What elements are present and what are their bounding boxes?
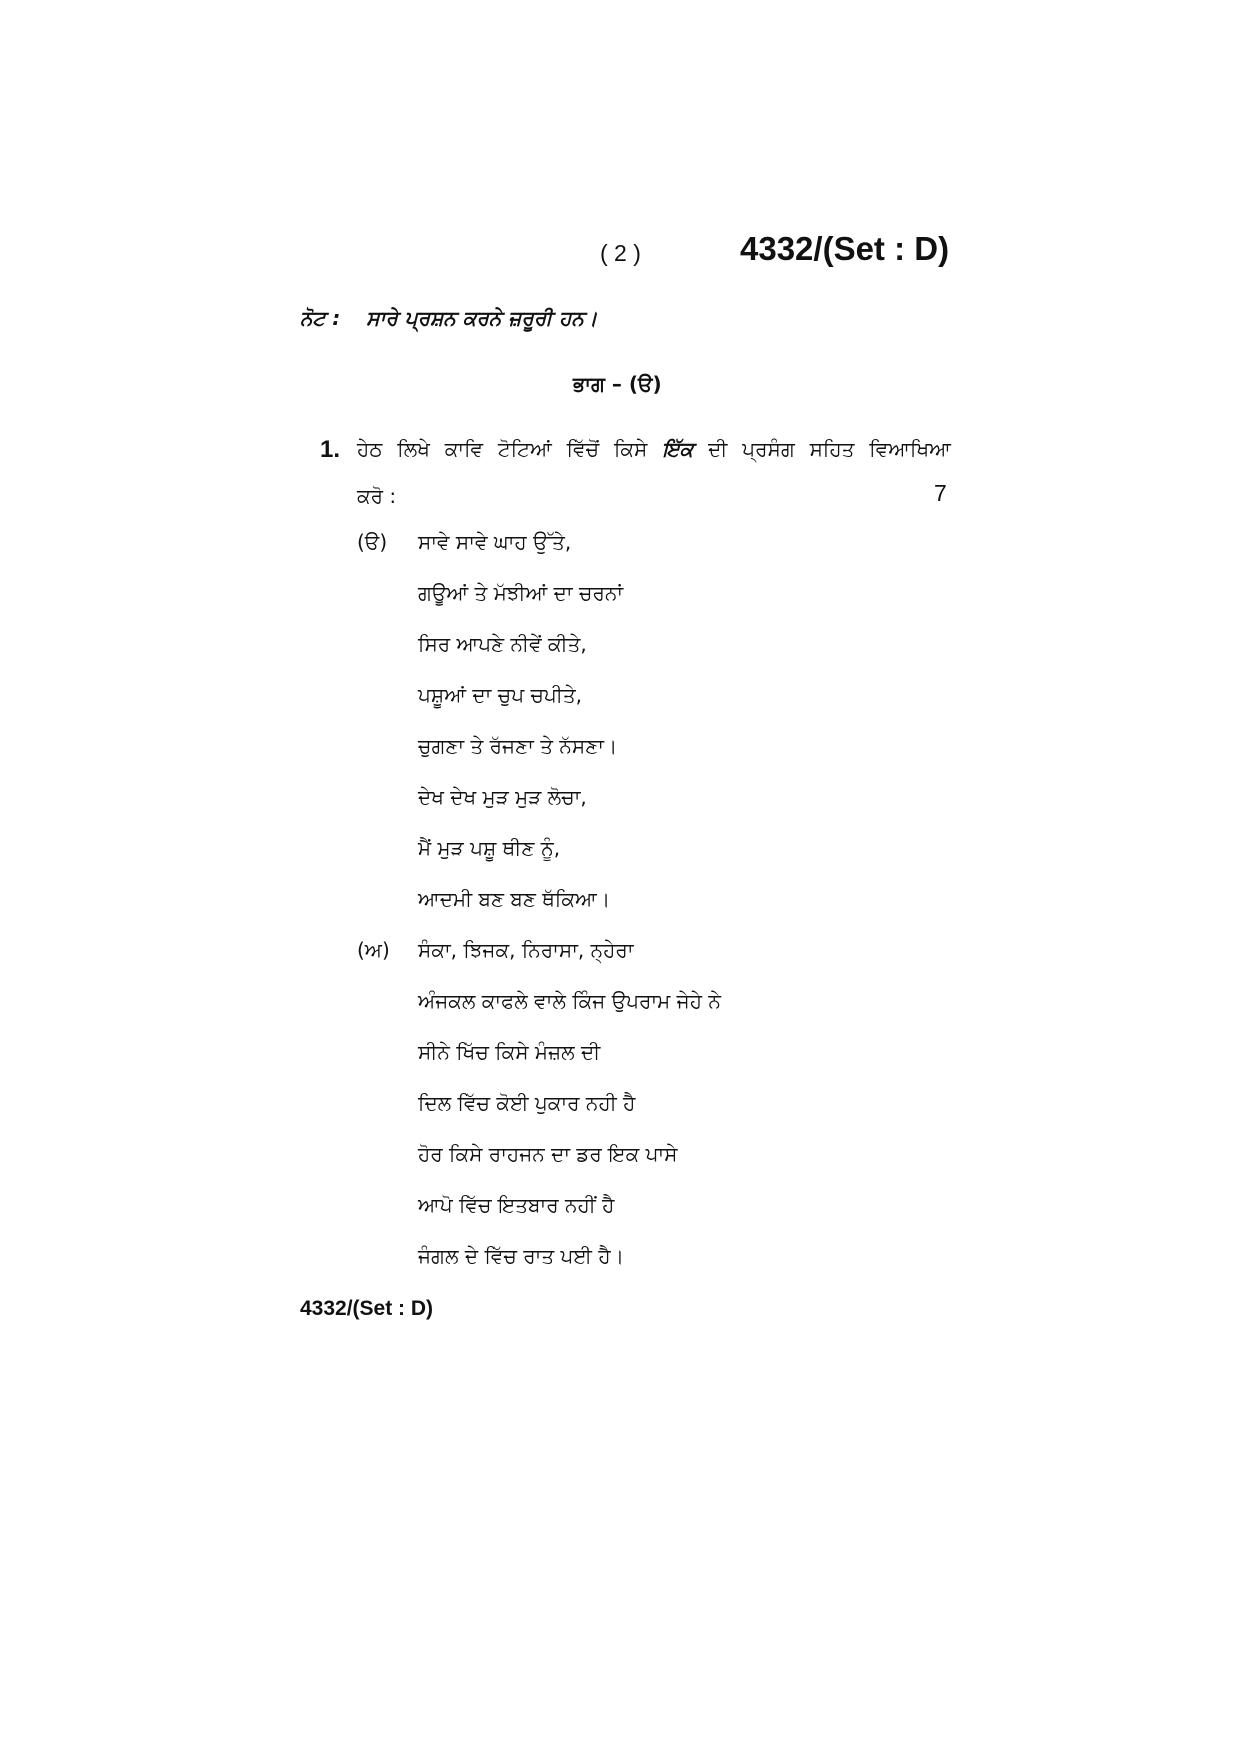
poem-b-line: ਜੰਗਲ ਦੇ ਵਿੱਚ ਰਾਤ ਪਈ ਹੈ। (418, 1244, 625, 1268)
poem-b-line: ਸੰਕਾ, ਝਿਜਕ, ਨਿਰਾਸਾ, ਨ੍ਹੇਰਾ (418, 938, 634, 962)
paper-code-footer: 4332/(Set : D) (300, 1297, 434, 1320)
question-text-line1 (357, 437, 951, 461)
question-word: ਟੋਟਿਆਂ (497, 437, 552, 461)
option-a-label: (ੳ) (357, 530, 388, 554)
option-b-label: (ਅ) (357, 938, 390, 962)
poem-b-line: ਸੀਨੇ ਖਿੱਚ ਕਿਸੇ ਮੰਜ਼ਲ ਦੀ (418, 1040, 601, 1064)
poem-a-line: ਦੇਖ ਦੇਖ ਮੁੜ ਮੁੜ ਲੋਚਾ, (418, 785, 587, 809)
poem-b-line: ਅੰਜਕਲ ਕਾਫਲੇ ਵਾਲੇ ਕਿੰਜ ਉਪਰਾਮ ਜੇਹੇ ਨੇ (418, 989, 721, 1013)
question-number: 1. (320, 436, 341, 463)
section-title: ਭਾਗ – (ੳ) (573, 372, 662, 396)
question-word: ਵਿਆਖਿਆ (869, 437, 951, 461)
poem-a-line: ਆਦਮੀ ਬਣ ਬਣ ਥੱਕਿਆ। (418, 887, 611, 911)
question-word: ਵਿੱਚੋਂ (566, 437, 600, 461)
poem-a-line: ਗਊਆਂ ਤੇ ਮੱਝੀਆਂ ਦਾ ਚਰਨਾਂ (418, 581, 624, 605)
poem-a-line: ਚੁਗਣਾ ਤੇ ਰੱਜਣਾ ਤੇ ਨੱਸਣਾ। (418, 734, 618, 758)
poem-a-line: ਮੈਂ ਮੁੜ ਪਸ਼ੂ ਥੀਣ ਨੂੰ, (418, 836, 561, 860)
question-word: ਹੇਠ (357, 437, 383, 461)
poem-a-line: ਸਾਵੇ ਸਾਵੇ ਘਾਹ ਉੱਤੇ, (418, 530, 572, 554)
question-marks: 7 (934, 480, 947, 506)
poem-a-line: ਸਿਰ ਆਪਣੇ ਨੀਵੇਂ ਕੀਤੇ, (418, 632, 587, 656)
question-word: ਕਿਸੇ (613, 437, 648, 461)
poem-b-line: ਦਿਲ ਵਿੱਚ ਕੋਈ ਪੁਕਾਰ ਨਹੀ ਹੈ (418, 1091, 636, 1115)
question-emphasis: ਇੱਕ (662, 437, 694, 461)
poem-b-line: ਹੋਰ ਕਿਸੇ ਰਾਹਜਨ ਦਾ ਡਰ ਇਕ ਪਾਸੇ (418, 1142, 678, 1166)
question-word: ਦੀ (708, 437, 728, 461)
note (300, 306, 597, 330)
question-text-line2: ਕਰੋ : (357, 484, 397, 508)
paper-code-header: 4332/(Set : D) (740, 230, 950, 267)
poem-a-line: ਪਸ਼ੂਆਂ ਦਾ ਚੁਪ ਚਪੀਤੇ, (418, 683, 583, 707)
question-word: ਪ੍ਰਸੰਗ (742, 437, 795, 461)
question-word: ਲਿਖੇ (397, 437, 430, 461)
poem-b-line: ਆਪੋ ਵਿੱਚ ਇਤਬਾਰ ਨਹੀਂ ਹੈ (418, 1193, 615, 1217)
page-number: ( 2 ) (600, 240, 641, 266)
note-text: ਸਾਰੇ ਪ੍ਰਸ਼ਨ ਕਰਨੇ ਜ਼ਰੂਰੀ ਹਨ। (366, 306, 598, 330)
question-word: ਕਾਵਿ (444, 437, 484, 461)
question-word: ਸਹਿਤ (809, 437, 855, 461)
note-label: ਨੋਟ : (300, 306, 341, 330)
